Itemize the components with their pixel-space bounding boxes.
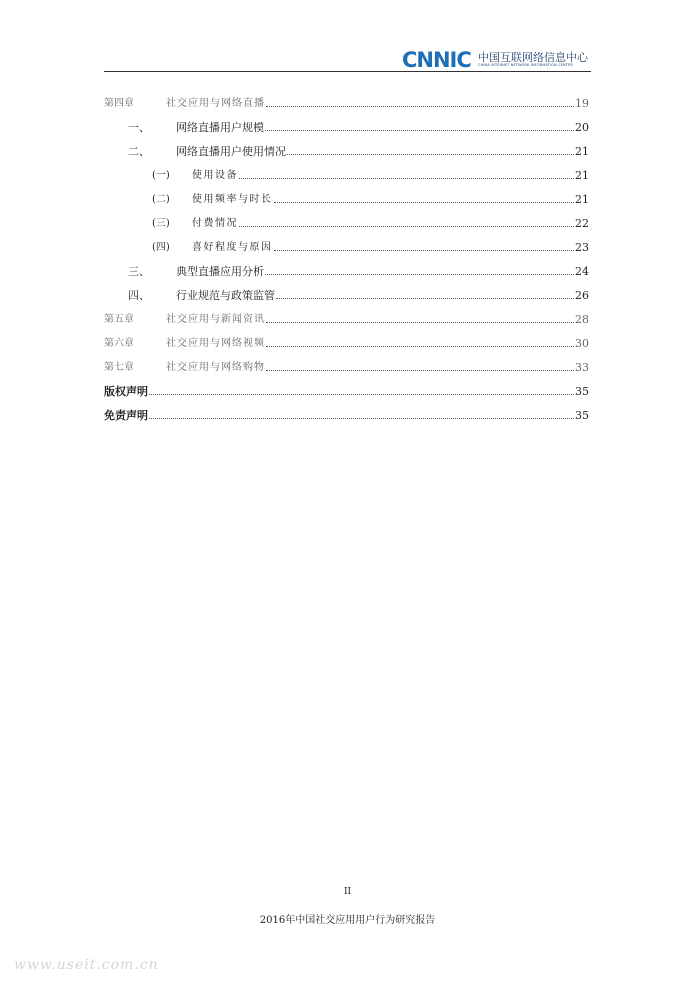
- toc-entry[interactable]: [104, 398, 589, 422]
- toc-entry[interactable]: [104, 206, 589, 230]
- toc-entry-title: 社交应用与新闻资讯: [166, 314, 265, 325]
- toc-entry-number: 第五章: [104, 314, 134, 325]
- toc-entry-page: 26: [575, 289, 589, 302]
- cnnic-logo: [402, 46, 594, 72]
- table-of-contents: [104, 86, 589, 422]
- toc-entry-page: 33: [575, 361, 589, 374]
- toc-entry-number: 三、: [128, 265, 150, 278]
- toc-entry-title: 网络直播用户使用情况: [176, 145, 286, 158]
- toc-entry[interactable]: [104, 182, 589, 206]
- toc-leader-dots: [239, 177, 574, 179]
- logo-english-name: CHINA INTERNET NETWORK INFORMATION CENTER: [478, 63, 573, 67]
- toc-entry-number: 二、: [128, 145, 150, 158]
- header-rule: [104, 71, 591, 72]
- toc-entry[interactable]: [104, 326, 589, 350]
- toc-leader-dots: [265, 273, 574, 275]
- toc-entry[interactable]: [104, 302, 589, 326]
- toc-leader-dots: [239, 225, 574, 227]
- toc-leader-dots: [274, 249, 575, 251]
- toc-leader-dots: [266, 105, 574, 107]
- toc-entry-title: 行业规范与政策监管: [176, 289, 275, 302]
- toc-entry[interactable]: [104, 134, 589, 158]
- toc-entry-title: 社交应用与网络视频: [166, 338, 265, 349]
- watermark: www.useit.com.cn: [14, 957, 159, 973]
- toc-leader-dots: [266, 345, 574, 347]
- toc-entry-number: (三): [152, 218, 170, 229]
- toc-leader-dots: [149, 417, 574, 419]
- footer-title: 2016年中国社交应用用户行为研究报告: [259, 915, 436, 926]
- toc-entry-page: 28: [575, 313, 589, 326]
- toc-entry-number: 第六章: [104, 338, 134, 349]
- toc-entry-page: 24: [575, 265, 589, 278]
- toc-entry-page: 21: [575, 145, 589, 158]
- logo-chinese-name: 中国互联网络信息中心: [478, 51, 588, 64]
- toc-leader-dots: [266, 369, 574, 371]
- toc-entry-title: 社交应用与网络直播: [166, 98, 265, 109]
- toc-leader-dots: [287, 153, 574, 155]
- toc-entry-page: 22: [575, 217, 589, 230]
- toc-entry-page: 35: [575, 385, 589, 398]
- toc-entry-number: 一、: [128, 121, 150, 134]
- toc-entry[interactable]: [104, 230, 589, 254]
- toc-entry-number: 第七章: [104, 362, 134, 373]
- toc-entry-page: 35: [575, 409, 589, 422]
- toc-entry[interactable]: [104, 278, 589, 302]
- toc-entry-number: 四、: [128, 289, 150, 302]
- toc-entry-title: 社交应用与网络购物: [166, 362, 265, 373]
- toc-entry-number: (四): [152, 242, 170, 253]
- page-number: II: [343, 887, 352, 897]
- toc-leader-dots: [274, 201, 575, 203]
- toc-leader-dots: [149, 393, 574, 395]
- toc-entry-title: 使用设备: [192, 170, 238, 181]
- toc-leader-dots: [276, 297, 574, 299]
- toc-leader-dots: [266, 321, 574, 323]
- toc-entry-number: (二): [152, 194, 170, 205]
- toc-entry-title: 付费情况: [192, 218, 238, 229]
- toc-entry-title: 喜好程度与原因: [192, 242, 273, 253]
- toc-entry-title: 版权声明: [104, 385, 148, 398]
- toc-entry-title: 免责声明: [104, 409, 148, 422]
- toc-entry-page: 21: [575, 169, 589, 182]
- toc-entry-page: 23: [575, 241, 589, 254]
- toc-entry[interactable]: [104, 86, 589, 110]
- logo-mark: CNNIC: [402, 48, 471, 72]
- toc-entry-title: 典型直播应用分析: [176, 265, 264, 278]
- toc-entry-page: 30: [575, 337, 589, 350]
- toc-entry[interactable]: [104, 350, 589, 374]
- toc-leader-dots: [265, 129, 574, 131]
- toc-entry-title: 使用频率与时长: [192, 194, 273, 205]
- toc-entry[interactable]: [104, 158, 589, 182]
- toc-entry-page: 21: [575, 193, 589, 206]
- toc-entry-number: (一): [152, 170, 170, 181]
- toc-entry-number: 第四章: [104, 98, 134, 109]
- toc-entry-page: 20: [575, 121, 589, 134]
- toc-entry-title: 网络直播用户规模: [176, 121, 264, 134]
- toc-entry[interactable]: [104, 254, 589, 278]
- toc-entry[interactable]: [104, 374, 589, 398]
- toc-entry-page: 19: [575, 97, 589, 110]
- toc-entry[interactable]: [104, 110, 589, 134]
